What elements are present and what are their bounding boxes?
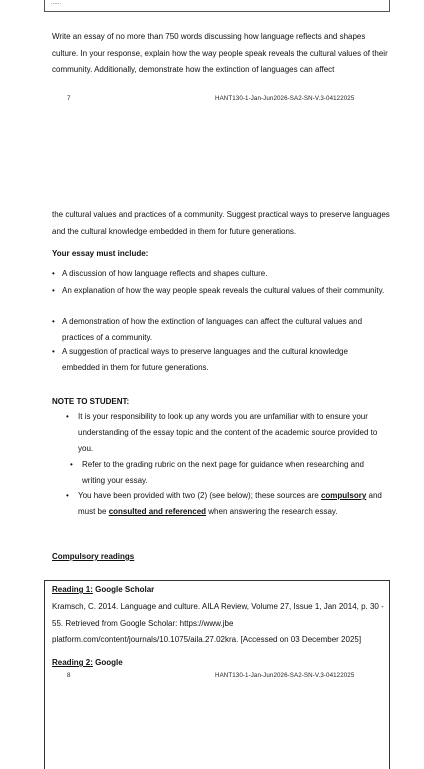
essay-requirement-item: • A discussion of how language reflects and shapes culture. (62, 266, 387, 282)
essay-requirements-heading: Your essay must include: (52, 249, 149, 258)
reading-1-label: Reading 1: (52, 585, 93, 594)
essay-requirement-item: • A demonstration of how the extinction of languages can affect the cultural values and practices of a community. (62, 314, 387, 346)
reading-1-citation: Kramsch, C. 2014. Language and culture. AILA Review, Volume 27, Issue 1, Jan 2014, p. 30 - 55. Retrieved from Google Scholar: https://www.jbe platform.com/content/journals/10.1075/aila.27.02kra. [Accessed on 03 December 2025] (52, 602, 384, 644)
note-item-compulsory-sources (78, 488, 388, 520)
reading-1-title (52, 585, 154, 594)
document-code: HANT130-1-Jan-Jun2026-SA2-SN-V.3-04122025 (215, 672, 355, 679)
note-item-text: and must be (78, 491, 382, 517)
essay-prompt-paragraph: Write an essay of no more than 750 words discussing how language reflects and shapes culture. In your response, explain how the way people speak reveals the cultural values of their community. Additionally, demonstrate how the extinction of languages can affect (52, 32, 388, 74)
compulsory-emphasis: compulsory (320, 491, 367, 500)
page-number: 8 (67, 672, 71, 679)
essay-requirement-item: • A suggestion of practical ways to preserve languages and the cultural knowledge embedded in them for future generations. (62, 344, 387, 376)
page-footer-7 (67, 95, 387, 105)
essay-prompt-continuation: the cultural values and practices of a community. Suggest practical ways to preserve languages and the cultural knowledge embedded in them for future generations. (52, 210, 390, 236)
note-item-text: You have been provided with two (2) (see below); these sources are (78, 491, 321, 500)
top-table-fragment (44, 0, 390, 12)
note-to-student-heading: NOTE TO STUDENT: (52, 397, 130, 406)
note-item: • Refer to the grading rubric on the next page for guidance when researching and writing your essay. (82, 457, 388, 489)
page-footer-8 (67, 672, 387, 682)
document-code: HANT130-1-Jan-Jun2026-SA2-SN-V.3-04122025 (215, 95, 355, 102)
note-item: • It is your responsibility to look up any words you are unfamiliar with to ensure your understanding of the essay topic and the content of the academic source provided to you. (78, 409, 388, 458)
reading-2-title (52, 658, 123, 667)
note-item-text: when answering the research essay. (206, 507, 338, 517)
essay-requirement-item: • An explanation of how the way people speak reveals the cultural values of their community. (62, 283, 387, 299)
reading-2-label: Reading 2: (52, 658, 93, 667)
compulsory-readings-heading: Compulsory readings (52, 552, 135, 561)
reading-1-source: Google Scholar (92, 585, 155, 594)
consulted-referenced-emphasis: consulted and referenced (108, 507, 207, 517)
reading-2-source: Google (92, 658, 123, 667)
page-number: 7 (67, 95, 71, 102)
top-box-text: ...... (51, 0, 62, 6)
